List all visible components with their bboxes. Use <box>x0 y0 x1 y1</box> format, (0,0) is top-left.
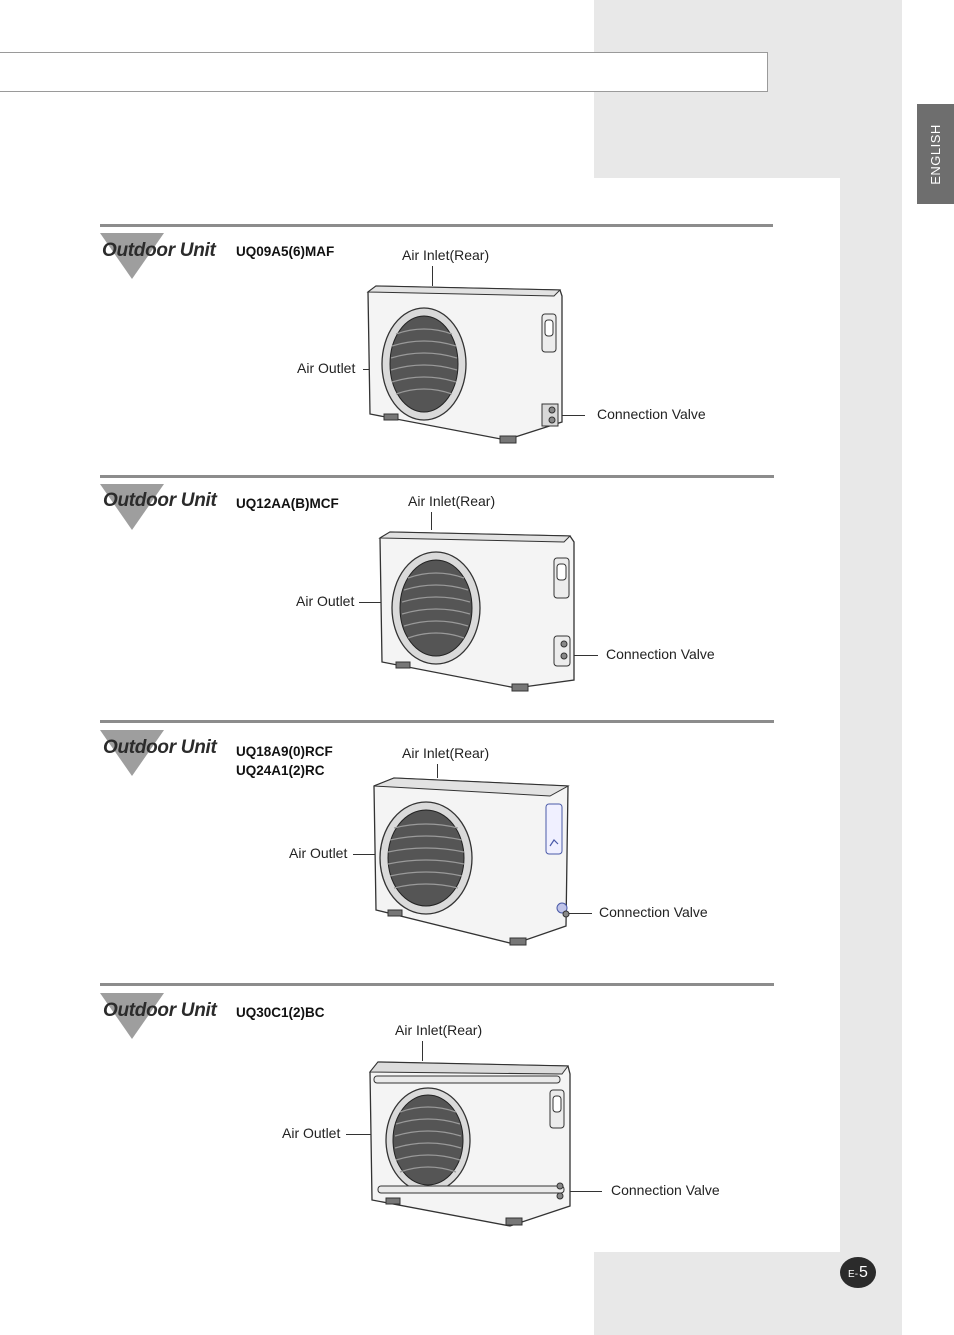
section-rule <box>100 224 773 227</box>
page-number: 5 <box>859 1263 868 1281</box>
page-number-prefix: E- <box>848 1268 859 1280</box>
outdoor-unit-illustration <box>368 1060 574 1230</box>
air-outlet-label: Air Outlet <box>297 360 356 376</box>
language-tab[interactable] <box>917 104 954 204</box>
section-rule <box>100 475 774 478</box>
section-rule <box>100 983 774 986</box>
leader-line <box>422 1041 423 1061</box>
connection-valve-label: Connection Valve <box>597 406 706 422</box>
gray-background-right <box>840 0 902 1335</box>
model-number: UQ24A1(2)RC <box>236 763 325 778</box>
connection-valve-label: Connection Valve <box>611 1182 720 1198</box>
header-box <box>0 52 768 92</box>
section-title: Outdoor Unit <box>102 240 216 261</box>
outdoor-unit-illustration <box>378 530 578 692</box>
page-number-badge <box>840 1257 876 1288</box>
section-rule <box>100 720 774 723</box>
air-outlet-label: Air Outlet <box>282 1125 341 1141</box>
connection-valve-label: Connection Valve <box>606 646 715 662</box>
model-number: UQ30C1(2)BC <box>236 1005 325 1020</box>
outdoor-unit-illustration <box>372 776 572 948</box>
section-title: Outdoor Unit <box>103 490 217 511</box>
model-number: UQ12AA(B)MCF <box>236 496 339 511</box>
air-outlet-label: Air Outlet <box>289 845 348 861</box>
leader-line <box>432 266 433 286</box>
air-inlet-label: Air Inlet(Rear) <box>395 1022 483 1038</box>
leader-line <box>431 512 432 530</box>
air-inlet-label: Air Inlet(Rear) <box>408 493 496 509</box>
section-title: Outdoor Unit <box>103 1000 217 1021</box>
model-number: UQ18A9(0)RCF <box>236 744 333 759</box>
air-outlet-label: Air Outlet <box>296 593 355 609</box>
air-inlet-label: Air Inlet(Rear) <box>402 247 490 263</box>
model-number: UQ09A5(6)MAF <box>236 244 335 259</box>
air-inlet-label: Air Inlet(Rear) <box>402 745 490 761</box>
language-tab-label: ENGLISH <box>928 123 944 185</box>
outdoor-unit-illustration <box>366 284 566 446</box>
connection-valve-label: Connection Valve <box>599 904 708 920</box>
section-title: Outdoor Unit <box>103 737 217 758</box>
